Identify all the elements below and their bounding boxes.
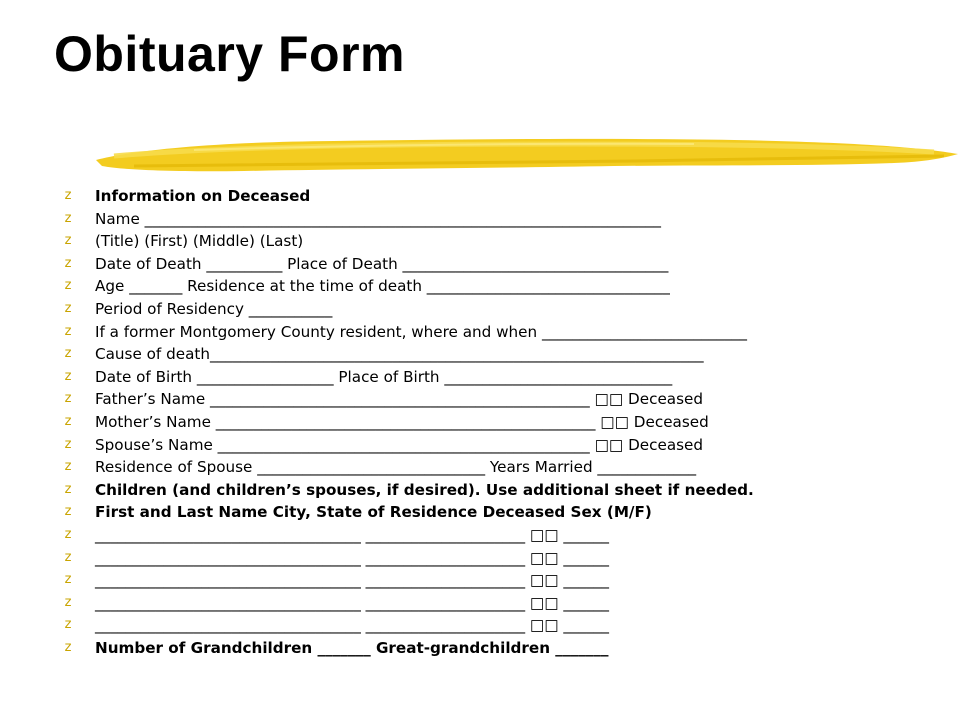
- form-line-text: ___________________________________ _____________________ □□ ______: [95, 548, 609, 567]
- bullet-icon: z: [64, 210, 72, 226]
- bullet-icon: z: [64, 459, 72, 475]
- bullet-icon: z: [64, 255, 72, 271]
- form-line-text: Date of Birth __________________ Place of Birth ______________________________: [95, 367, 673, 386]
- bullet-icon: z: [64, 526, 72, 542]
- form-line: [60, 434, 950, 457]
- form-line: [60, 479, 950, 502]
- bullet-icon: z: [64, 572, 72, 588]
- form-line: [60, 185, 950, 208]
- form-line-text: Spouse’s Name _________________________________________________ □□ Deceased: [95, 435, 704, 454]
- page-title: Obituary Form: [54, 26, 405, 82]
- form-line-text: (Title) (First) (Middle) (Last): [95, 232, 304, 251]
- form-line: [60, 547, 950, 570]
- form-line-text: ___________________________________ _____________________ □□ ______: [95, 593, 609, 612]
- form-line-text: Name ____________________________________________________________________: [95, 209, 662, 228]
- form-line: [60, 614, 950, 637]
- form-line-text: Cause of death_________________________________________________________________: [95, 345, 704, 364]
- form-line-text: ___________________________________ _____________________ □□ ______: [95, 525, 609, 544]
- form-line: [60, 208, 950, 231]
- obituary-form-lines: [60, 185, 950, 659]
- form-line: [60, 366, 950, 389]
- form-line-text: Residence of Spouse ______________________________ Years Married _____________: [95, 458, 697, 477]
- form-line: [60, 411, 950, 434]
- form-line-text: Number of Grandchildren _______ Great-grandchildren _______: [95, 638, 609, 657]
- bullet-icon: z: [64, 188, 72, 203]
- form-line: [60, 253, 950, 276]
- form-line-text: Age _______ Residence at the time of death ________________________________: [95, 277, 670, 296]
- bullet-icon: z: [64, 300, 72, 316]
- form-line: [60, 275, 950, 298]
- bullet-icon: z: [64, 436, 72, 452]
- form-line-text: If a former Montgomery County resident, where and when ___________________________: [95, 322, 747, 341]
- form-line-text: First and Last Name City, State of Residence Deceased Sex (M/F): [95, 503, 652, 522]
- form-line: [60, 388, 950, 411]
- bullet-icon: z: [64, 368, 72, 384]
- bullet-icon: z: [64, 233, 72, 249]
- bullet-icon: z: [64, 594, 72, 610]
- form-line: [60, 298, 950, 321]
- form-line: [60, 456, 950, 479]
- form-line: [60, 524, 950, 547]
- form-line-text: Father’s Name __________________________________________________ □□ Deceased: [95, 390, 703, 409]
- form-line-text: Children (and children’s spouses, if desired). Use additional sheet if needed.: [95, 480, 754, 499]
- form-line-text: Mother’s Name __________________________________________________ □□ Deceased: [95, 412, 709, 431]
- form-line-text: ___________________________________ _____________________ □□ ______: [95, 616, 609, 635]
- form-line-text: ___________________________________ _____________________ □□ ______: [95, 571, 609, 590]
- form-line: [60, 637, 950, 660]
- form-line-text: Information on Deceased: [95, 187, 311, 205]
- form-line: [60, 321, 950, 344]
- bullet-icon: z: [64, 391, 72, 407]
- bullet-icon: z: [64, 346, 72, 362]
- bullet-icon: z: [64, 323, 72, 339]
- bullet-icon: z: [64, 504, 72, 520]
- bullet-icon: z: [64, 639, 72, 655]
- bullet-icon: z: [64, 617, 72, 633]
- highlighter-stroke-decoration: [94, 128, 960, 186]
- bullet-icon: z: [64, 278, 72, 294]
- form-line: [60, 569, 950, 592]
- form-line: [60, 501, 950, 524]
- form-line-text: Period of Residency ___________: [95, 299, 333, 318]
- bullet-icon: z: [64, 413, 72, 429]
- form-line: [60, 343, 950, 366]
- form-line: [60, 592, 950, 615]
- form-line-text: Date of Death __________ Place of Death ___________________________________: [95, 254, 669, 273]
- form-line: [60, 230, 950, 253]
- bullet-icon: z: [64, 481, 72, 497]
- bullet-icon: z: [64, 549, 72, 565]
